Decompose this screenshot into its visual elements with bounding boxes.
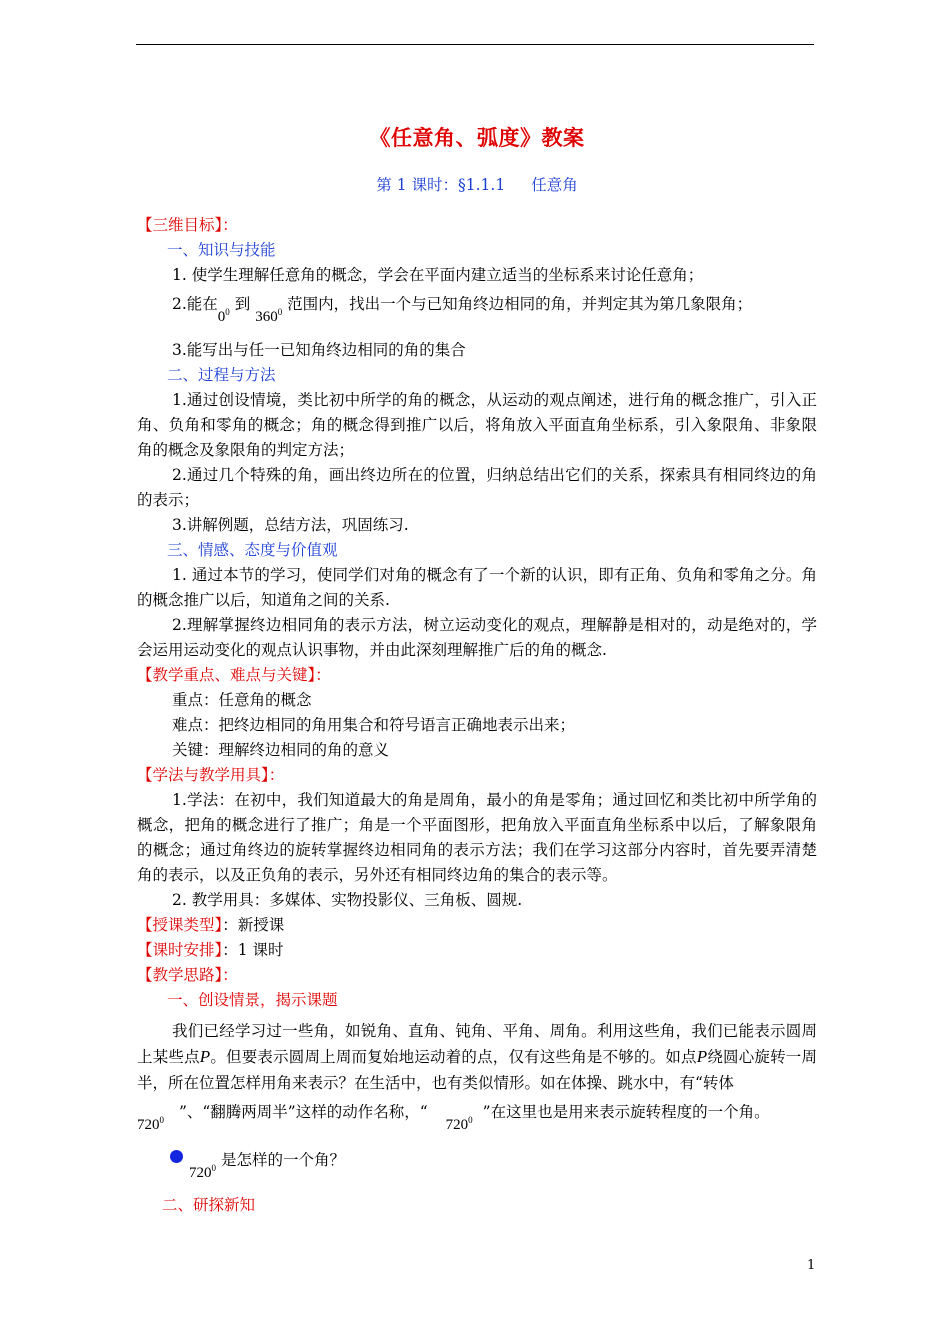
- process-item-1: 1.通过创设情境，类比初中所学的角的概念，从运动的观点阐述，进行角的概念推广，引入正角、负角和零角的概念；角的概念得到推广以后，将角放入平面直角坐标系，引入象限角、非象限角的概念及象限角的判定方法；: [137, 391, 817, 459]
- zero-degree: $0^0$: [217, 307, 230, 325]
- focus-point: 重点：任意角的概念: [172, 691, 312, 709]
- knowledge-heading: 一、知识与技能: [167, 241, 276, 259]
- three-sixty-degree: $360^0$: [255, 307, 283, 325]
- methods-heading: 【学法与教学用具】：: [137, 766, 285, 784]
- page-number: 1: [807, 1258, 816, 1273]
- process-item-3: 3.讲解例题，总结方法，巩固练习.: [172, 516, 409, 534]
- header-rule: [136, 44, 814, 45]
- methods-item-1: 1.学法：在初中，我们知道最大的角是周角，最小的角是零角；通过回忆和类比初中所学角的概念，把角的概念进行了推广；角是一个平面图形，把角放入平面直角坐标系中以后，了解象限角的概念；通过角终边的旋转掌握终边相同角的表示方法；我们在学习这部分内容时，首先要弄清楚角的表示，以及正负角的表示，另外还有相同终边角的集合的表示等。: [137, 791, 817, 884]
- knowledge-item-3: 3.能写出与任一已知角终边相同的角的集合: [172, 341, 466, 359]
- lesson-subtitle: [137, 173, 817, 195]
- seven-twenty-degree: $720^0$: [137, 1115, 164, 1133]
- emotion-item-2: 2.理解掌握终边相同角的表示方法，树立运动变化的观点，理解静是相对的，动是绝对的，学会运用运动变化的观点认识事物，并由此深刻理解推广后的角的概念.: [137, 616, 817, 659]
- explore-heading: 二、研探新知: [162, 1196, 256, 1214]
- question-line: $720^0$ 是怎样的一个角？: [137, 1144, 850, 1174]
- lesson-type: 【授课类型】：新授课: [137, 916, 285, 934]
- key-point: 关键：理解终边相同的角的意义: [172, 741, 390, 759]
- lesson-topic: 任意角: [531, 176, 578, 194]
- seven-twenty-degree: $720^0$: [189, 1163, 216, 1181]
- point-p: P: [696, 1047, 708, 1066]
- emotion-heading: 三、情感、态度与价值观: [167, 541, 338, 559]
- bullet-dot-icon: [170, 1150, 183, 1163]
- process-item-2: 2.通过几个特殊的角，画出终边所在的位置，归纳总结出它们的关系，探索具有相同终边的角的表示；: [137, 466, 817, 509]
- scenario-paragraph: 我们已经学习过一些角，如锐角、直角、钝角、平角、周角。利用这些角，我们已能表示圆周上某些点P。但要表示圆周上周而复始地运动着的点，仅有这些角是不够的。如点P绕圆心旋转一周半，所在位置怎样用角来表示？在生活中，也有类似情形。如在体操、跳水中，有“转体: [137, 1022, 817, 1092]
- knowledge-item-1: 1. 使学生理解任意角的概念，学会在平面内建立适当的坐标系来讨论任意角；: [172, 266, 704, 284]
- emotion-item-1: 1. 通过本节的学习，使同学们对角的概念有了一个新的认识，即有正角、负角和零角之分。角的概念推广以后，知道角之间的关系.: [137, 566, 817, 609]
- point-p: P: [199, 1047, 211, 1066]
- key-points-heading: 【教学重点、难点与关键】：: [137, 666, 331, 684]
- lesson-number: 第 1 课时：§1.1.1: [376, 176, 506, 194]
- document-title: 《任意角、弧度》教案: [369, 125, 585, 150]
- process-heading: 二、过程与方法: [167, 366, 276, 384]
- difficulty-point: 难点：把终边相同的角用集合和符号语言正确地表示出来；: [172, 716, 576, 734]
- knowledge-item-2: 2.能在$0^0$ 到 $360^0$ 范围内，找出一个与已知角终边相同的角，并判定其为第几象限角；: [172, 295, 753, 325]
- ideas-heading: 【教学思路】：: [137, 966, 238, 984]
- scenario-heading: 一、创设情景，揭示课题: [167, 991, 338, 1009]
- goals-heading: 【三维目标】：: [137, 216, 238, 234]
- methods-item-2: 2. 教学用具：多媒体、实物投影仪、三角板、圆规.: [172, 891, 523, 909]
- seven-twenty-degree: $720^0$: [445, 1115, 473, 1133]
- scenario-paragraph-cont: $720^0$ ”、“翻腾两周半”这样的动作名称，“$720^0$ ”在这里也是用来表示旋转程度的一个角。: [137, 1103, 770, 1133]
- schedule: 【课时安排】：1 课时: [137, 941, 284, 959]
- goals-section: [137, 213, 817, 1013]
